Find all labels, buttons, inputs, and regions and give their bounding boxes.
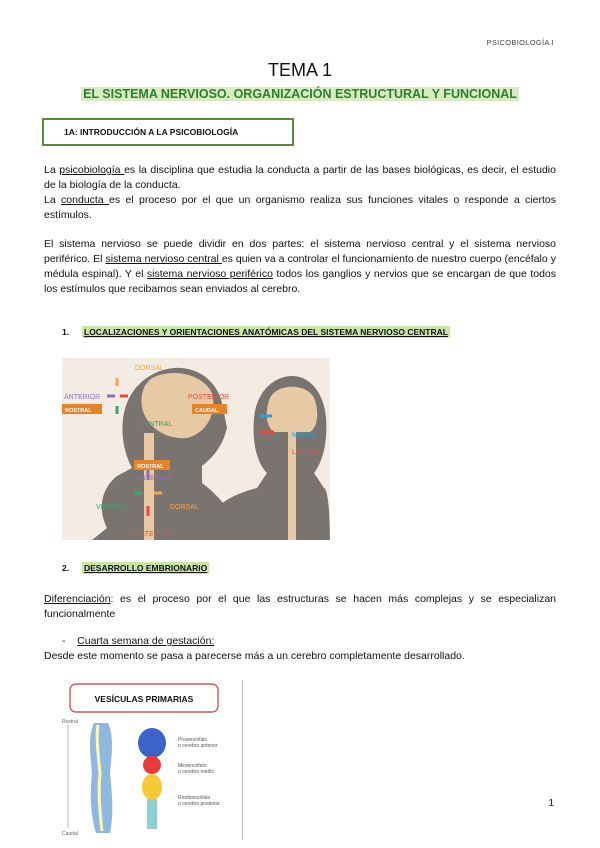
label-rostral-2: ROSTRAL [137, 464, 164, 470]
vesicles-title: VESÍCULAS PRIMARIAS [94, 694, 194, 704]
bullet-text: Cuarta semana de gestación: [77, 635, 215, 647]
diff-paragraph [44, 592, 556, 622]
label-medial: MEDIAL [292, 432, 319, 439]
label-ventral-2: VENTRAL [96, 504, 129, 511]
heading-1 [62, 327, 450, 337]
vesicles-figure [60, 683, 245, 838]
intro-p1-rest: es la disciplina que estudia la conducta a partir de las bases biológicas, es decir, el estudio de la biología de la conducta. [44, 164, 556, 191]
intro-p1-pre: La [44, 164, 60, 176]
intro-p2-pre: La [44, 194, 62, 206]
bullet-follow: Desde este momento se pasa a parecerse más a un cerebro completamente desarrollado. [44, 650, 465, 662]
heading-2 [62, 563, 209, 573]
bullet-item [62, 634, 542, 649]
label-prosencefalo-b: o cerebro anterior [178, 743, 218, 749]
label-mesencefalo: Mesencéfalo [178, 763, 207, 769]
label-mesencefalo-b: o cerebro medio [178, 769, 215, 775]
page-subtitle [0, 87, 600, 101]
intro-paragraph-1 [44, 163, 556, 223]
label-dorsal: DORSAL [135, 365, 164, 372]
anatomy-figure [62, 358, 330, 540]
page-title: TEMA 1 [267, 60, 333, 80]
label-posterior: POSTERIOR [188, 394, 230, 401]
heading-2-text: DESARROLLO EMBRIONARIO [84, 563, 208, 573]
page-header: PSICOBIOLOGÍA I [486, 38, 554, 47]
front-spinal-cord [288, 428, 296, 540]
label-rombencefalo: Rombencéfalo [178, 795, 211, 801]
page-number: 1 [548, 798, 554, 809]
label-caudal-v: Caudal [62, 831, 78, 837]
ns-paragraph [44, 237, 556, 297]
heading-2-num: 2. [62, 563, 70, 573]
ns-mid: es quien va a controlar el funcionamiento de nuestro cuerpo (encéfalo y médula espinal). Y el [44, 253, 556, 280]
term-psicobiologia: psicobiología [59, 164, 125, 176]
front-brain [267, 387, 317, 432]
term-snc: sistema nervioso central [105, 253, 222, 265]
bullet-dash: - [62, 635, 66, 647]
label-ventral: VENTRAL [140, 421, 173, 428]
term-snp: sistema nervioso periférico [146, 268, 273, 280]
label-rombencefalo-b: o cerebro posterior [178, 801, 220, 807]
intro-p2-rest: es el proceso por el que un organismo realiza sus funciones vitales o responde a ciertos estímulos. [44, 194, 556, 221]
label-prosencefalo: Prosencéfalo [178, 737, 208, 743]
heading-1-num: 1. [62, 327, 70, 337]
section-1a-title: 1A: INTRODUCCIÓN A LA PSICOBIOLOGÍA [64, 127, 239, 137]
prosencephalon [138, 728, 166, 758]
ns-pre: El sistema nervioso se puede dividir en dos partes: el sistema nervioso central y el sistema nervioso periférico. El [44, 238, 556, 265]
label-anterior-2: ANTERIOR [136, 475, 173, 482]
label-rostral-v: Rostral [62, 719, 78, 725]
section-box-1a [42, 118, 294, 146]
mesencephalon [143, 756, 161, 774]
label-lateral: LATERAL [292, 449, 323, 456]
ns-post: todos los ganglios y nervios que se encargan de que todos los estímulos que recibamos sean enviados al cerebro. [44, 268, 556, 295]
label-rostral: ROSTRAL [65, 408, 92, 414]
label-posterior-2: POSTERIOR [130, 531, 172, 538]
rhombencephalon [142, 774, 162, 800]
term-diferenciacion: Diferenciación [44, 593, 111, 605]
heading-1-text: LOCALIZACIONES Y ORIENTACIONES ANATÓMICAS DEL SISTEMA NERVIOSO CENTRAL [84, 327, 448, 337]
label-caudal: CAUDAL [195, 408, 219, 414]
spinal-cord [144, 433, 154, 540]
term-conducta: conducta [61, 194, 110, 206]
subtitle-text: EL SISTEMA NERVIOSO. ORGANIZACIÓN ESTRUCTURAL Y FUNCIONAL [83, 87, 517, 101]
figure-divider [242, 680, 243, 840]
label-dorsal-2: DORSAL [170, 504, 199, 511]
diff-rest: : es el proceso por el que las estructuras se hacen más complejas y se especializan funcionalmente [44, 593, 556, 620]
label-anterior: ANTERIOR [64, 394, 101, 401]
